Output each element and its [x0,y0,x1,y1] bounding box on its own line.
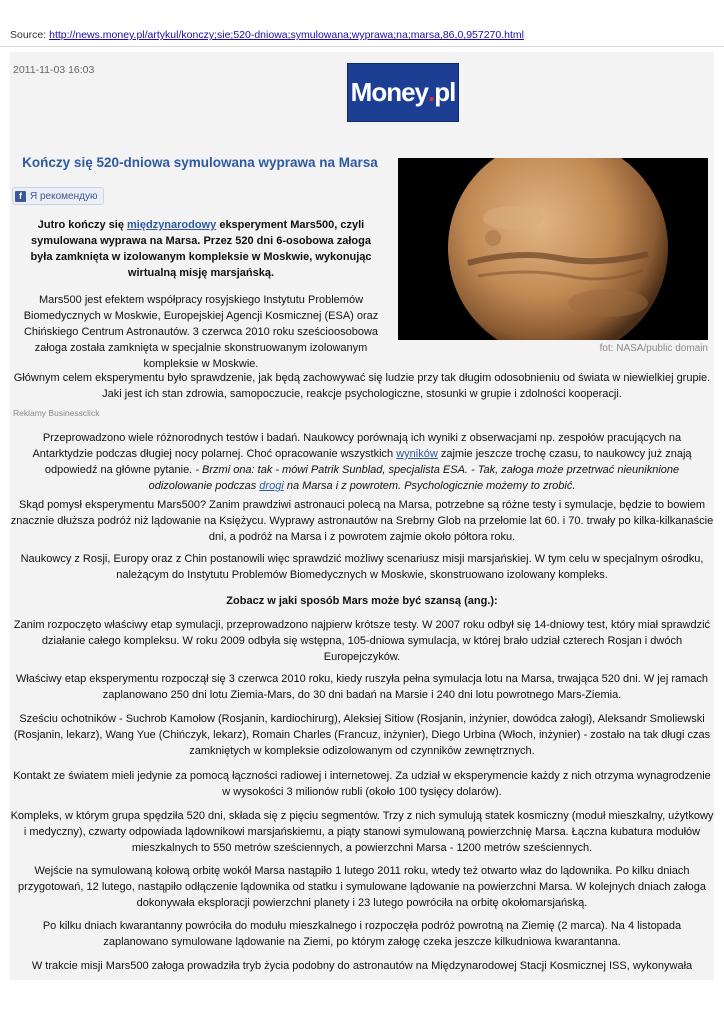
logo-suffix: pl [434,77,456,107]
paragraph-10: Kontakt ze światem mieli jedynie za pomocą łączności radiowej i internetowej. Za udział w eksperymencie każdy z nich otrzyma wynagrodzenie w wysokości 3 milionów rubli (około 100 tysięcy dolarów). [13,770,711,798]
source-label: Source: [10,29,50,41]
lead-text-before: Jutro kończy się [37,219,128,231]
top-divider [0,46,724,47]
paragraph-9: Sześciu ochotników - Suchrob Kamołow (Rosjanin, kardiochirurg), Aleksiej Sitiow (Rosjanin, inżynier, dowódca załogi), Aleksandr Smoliewski (Rosjanin, lekarz), Wang Yue (Chińczyk, lekarz), Romain Charles (Francuz, inżynier), Diego Urbina (Włoch, inżynier) - zostało na tak długi czas zamkniętych w kompleksie odizolowanym od czynników zewnętrznych. [13,713,711,757]
p3-quote-a: - Brzmi ona: tak - mówi Patrik Sunblad, specjalista ESA. - Tak, załoga może przetrwać nieuniknione odizolowanie podczas [148,464,680,492]
paragraph-4: Skąd pomysł eksperymentu Mars500? Zanim prawdziwi astronauci polecą na Marsa, potrzebne są różne testy i symulacje, będzie to bowiem znacznie dłuższa podróż niż lądowanie na Księżycu. Wyprawy astronautów na Srebrny Glob na przełomie lat 60. i 70. trwały po kilka-kilkanaście dni, a podróż na Marsa i z powrotem zajmie około półtora roku. [10,499,714,543]
mars-photo [398,158,708,340]
paragraph-2: Głównym celem eksperymentu było sprawdzenie, jak będą zachowywać się ludzie przy tak długim odosobnieniu od świata w niewielkiej grupie. Jaki jest ich stan zdrowia, samopoczucie, reakcje psychologiczne, stosunki w grupie i zdolności kooperacji. [13,372,711,400]
facebook-like-button[interactable] [12,187,104,205]
article-lead [20,217,382,281]
logo-dot: . [428,77,435,107]
paragraph-12: Wejście na symulowaną kołową orbitę wokół Marsa nastąpiło 1 lutego 2011 roku, wtedy też otwarto właz do lądownika. Po kilku dniach przygotowań, 12 lutego, nastąpiło odłączenie lądownika od statku i symulowane lądowanie na powierzchni Marsa. W kolejnych dniach załoga dokonywała eksploracji powierzchni planety i 23 lutego powróciła na orbitę okołomarsjańską. [18,865,706,909]
lead-text-after: eksperyment Mars500, czyli symulowana wyprawa na Marsa. Przez 520 dni 6-osobowa załoga była zamknięta w izolowanym kompleksie w Moskwie, wykonując wirtualną misję marsjańską. [30,219,372,279]
image-caption: fot: NASA/public domain [599,343,708,354]
article-date: 2011-11-03 16:03 [13,64,95,76]
paragraph-14: W trakcie misji Mars500 załoga prowadziła tryb życia podobny do astronautów na Międzynarodowej Stacji Kosmicznej ISS, wykonywała [31,960,693,972]
paragraph-11: Kompleks, w którym grupa spędziła 520 dni, składa się z pięciu segmentów. Trzy z nich symulują statek kosmiczny (moduł mieszkalny, użytkowy i medyczny), czwarty odpowiada lądownikowi marsjańskiemu, a piąty stanowi symulowaną powierzchnię Marsa. Łączna kubatura modułów mieszkalnych to 550 metrów sześciennych, a powierzchni Marsa - 1200 metrów sześciennych. [10,810,714,854]
paragraph-13: Po kilku dniach kwarantanny powróciła do modułu mieszkalnego i rozpoczęła podróż powrotną na Ziemię (2 marca). Na 4 listopada zaplanowano symulowane lądowanie na Ziemi, po którym załogę czeka jeszcze kilkudniowa kwarantanna. [42,920,682,948]
paragraph-1: Mars500 jest efektem współpracy rosyjskiego Instytutu Problemów Biomedycznych w Moskwie, Europejskiej Agencji Kosmicznej (ESA) oraz Chińskiego Centrum Astronautów. 3 czerwca 2010 roku sześcioosobowa załoga została zamknięta w specjalnie skonstruowanym izolowanym kompleksie w Moskwie. [23,294,379,370]
paragraph-7: Zanim rozpoczęto właściwy etap symulacji, przeprowadzono najpierw krótsze testy. W 2007 roku odbył się 14-dniowy test, który miał sprawdzić działanie całego kompleksu. W roku 2009 odbyła się wstępna, 105-dniowa symulacja, w której brało udział czterech Rosjan i dwóch Europejczyków. [13,619,711,663]
paragraph-5: Naukowcy z Rosji, Europy oraz z Chin postanowili więc sprawdzić możliwy scenariusz misji marsjańskiej. W tym celu w specjalnym ośrodku, należącym do Instytutu Problemów Biomedycznych w Moskwie, skonstruowano izolowany kompleks. [20,553,704,581]
link-wynikow[interactable]: wyników [396,448,438,460]
facebook-icon: f [15,191,26,202]
source-url-link[interactable]: http://news.money.pl/artykul/konczy;sie;520-dniowa;symulowana;wyprawa;na;marsa,86,0,957270.html [49,29,524,41]
mars-planet-image [398,158,708,340]
ads-label: Reklamy Businessclick [13,408,100,418]
money-pl-logo[interactable] [347,63,459,122]
video-heading: Zobacz w jaki sposób Mars może być szansą (ang.): [226,595,498,607]
paragraph-3 [20,430,704,494]
paragraph-8: Właściwy etap eksperymentu rozpoczął się 3 czerwca 2010 roku, kiedy ruszyła pełna symulacja lotu na Marsa, trwająca 520 dni. W jej ramach zaplanowano 250 dni lotu Ziemia-Mars, do 30 dni badań na Marsie i 240 dni lotu powrotnego Mars-Ziemia. [15,673,709,701]
facebook-like-label: Я рекомендую [30,190,98,202]
link-drogi[interactable]: drogi [259,480,284,492]
logo-main: Money [350,77,428,107]
p3-quote-b: na Marsa i z powrotem. Psychologicznie możemy to zrobić. [283,480,576,492]
p3-text-b: zajmie jeszcze trochę czasu, to naukowcy już znają odpowiedź na główne pytanie. [44,448,692,476]
article-title: Kończy się 520-dniowa symulowana wyprawa na Marsa [22,155,378,170]
lead-link-miedzynarodowy[interactable]: międzynarodowy [127,219,217,231]
source-line [10,29,524,41]
article-panel [10,52,714,980]
p3-text-a: Przeprowadzono wiele różnorodnych testów i badań. Naukowcy porównają ich wyniki z obserwacjami np. zespołów pracujących na Antarktydzie podczas długiej nocy polarnej. Choć opracowanie wszystkich [32,432,682,460]
